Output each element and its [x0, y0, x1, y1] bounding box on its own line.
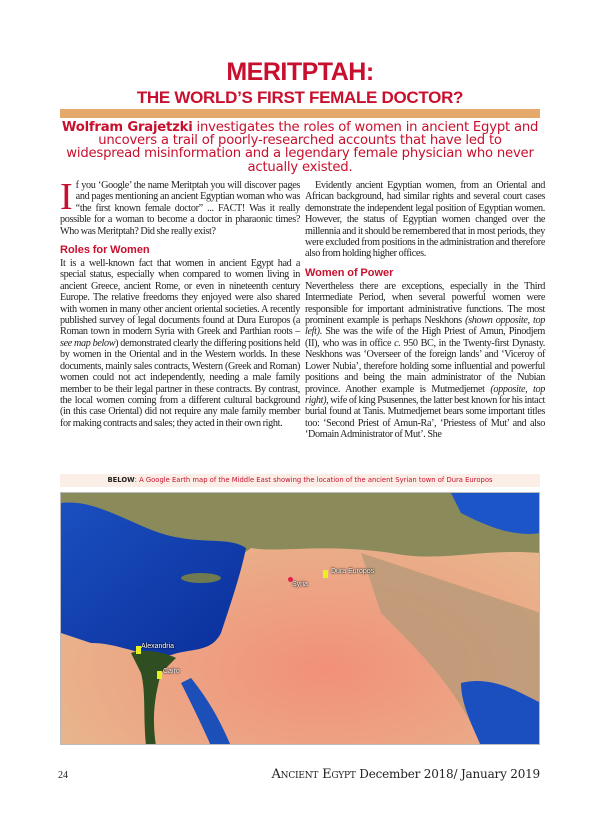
map-label-syria: Syria — [292, 581, 308, 588]
circa: c. — [394, 337, 401, 349]
magazine-name: Ancient Egypt — [271, 767, 356, 782]
map-label-cairo: Cairo — [163, 668, 180, 675]
map-image — [61, 493, 540, 745]
article-subtitle: THE WORLD’S FIRST FEMALE DOCTOR? — [136, 88, 464, 107]
intro-paragraph — [60, 176, 300, 237]
body-text: . She was the wife of the High Priest of Amun, Pinodjem (II), who was in office — [305, 326, 545, 349]
map-label-alexandria: Alexandria — [141, 643, 175, 650]
intro-text: f you ‘Google’ the name Meritptah you will discover pages and pages mentioning an ancient Egyptian woman who was “the first known female doctor” ... FACT! Was it really possible for a woman to become a doctor in pharaonic times? Who was Meritptah? Did she really exist? — [60, 180, 300, 237]
pin-icon — [157, 671, 162, 679]
drop-cap: I — [60, 176, 73, 218]
cyprus — [181, 573, 221, 583]
map-label-dura-europos: Dura Europos — [331, 568, 375, 575]
pin-icon — [288, 577, 293, 582]
footer-magazine — [271, 767, 540, 782]
article-title: MERITPTAH: — [226, 58, 374, 86]
issue-date: December 2018/ January 2019 — [359, 767, 540, 781]
body-text: , wife of king Psusennes, the latter best known for his intact burial found at Tanis. Mutmedjemet bears some important titles too: ‘Second Priest of Amun-Ra’, ‘Priestess of Mut’ and also ‘Domain Administrator of Mut’. She — [305, 394, 545, 441]
section-heading-power: Women of Power — [305, 266, 394, 279]
body-text: Nevertheless there are exceptions, especially in the Third Intermediate Period, when several powerful women were responsible for important administrative functions. The most prominent example is perhaps Neskhons — [305, 280, 545, 327]
pin-icon — [136, 646, 141, 654]
author-name: Wolfram Grajetzki — [61, 120, 193, 135]
image-reference: (shown opposite, top left) — [305, 315, 545, 338]
map-reference: see map below — [60, 337, 116, 349]
image-reference: (opposite, top right) — [305, 383, 545, 406]
title-divider — [60, 109, 540, 118]
section-heading-roles: Roles for Women — [60, 244, 150, 257]
caption-label: BELOW — [107, 476, 135, 484]
middle-east-map — [60, 492, 540, 745]
body-paragraph: Evidently ancient Egyptian women, from an Oriental and African background, had similar rights and several court cases demonstrate the independent legal position of Egyptian women. However, the status of Egyptian women changed over the millennia and it should be remembered that in most periods, they were excluded from positions in the administration and therefore also from holding higher offices. — [305, 180, 545, 260]
pin-icon — [323, 570, 328, 578]
body-text: 950 BC, in the Twenty-first Dynasty. Neskhons was ‘Overseer of the foreign lands’ and ‘Viceroy of Lower Nubia’, therefore holding some influential and powerful positions and being the main administrator of the Nubian province. Another example is Mutmedjemet — [305, 337, 545, 395]
body-paragraph — [305, 281, 545, 441]
caption-text: : A Google Earth map of the Middle East showing the location of the ancient Syrian town of Dura Europos — [134, 476, 493, 484]
map-caption — [60, 474, 540, 487]
body-paragraph — [60, 258, 300, 429]
right-column — [305, 180, 545, 441]
standfirst — [60, 121, 540, 174]
body-text: ) demonstrated clearly the differing positions held by women in the Oriental and in the Western worlds. In these documents, mainly sales contracts, Western (Greek and Roman) women could not act independently, needing a male family member to be their legal partner in these contracts. By contrast, the local women coming from a different cultural background (in this case Oriental) did not require any male family member for making contracts and sales; they acted in their own right. — [60, 337, 300, 429]
left-column — [60, 176, 300, 429]
body-text: It is a well-known fact that women in ancient Egypt had a special status, especially when compared to women living in ancient Greece, ancient Rome, or even in nineteenth century Europe. The relative freedoms they enjoyed were also shared with women in many other ancient oriental societies. A recently published survey of legal documents found at Dura Europos (a Roman town in modern Syria with Greek and Parthian roots – — [60, 258, 300, 338]
standfirst-text: investigates the roles of women in ancient Egypt and uncovers a trail of poorly-researched accounts that have led to widespread misinformation and a legendary female physician who never actually existed. — [66, 120, 539, 175]
page-number: 24 — [58, 770, 68, 781]
